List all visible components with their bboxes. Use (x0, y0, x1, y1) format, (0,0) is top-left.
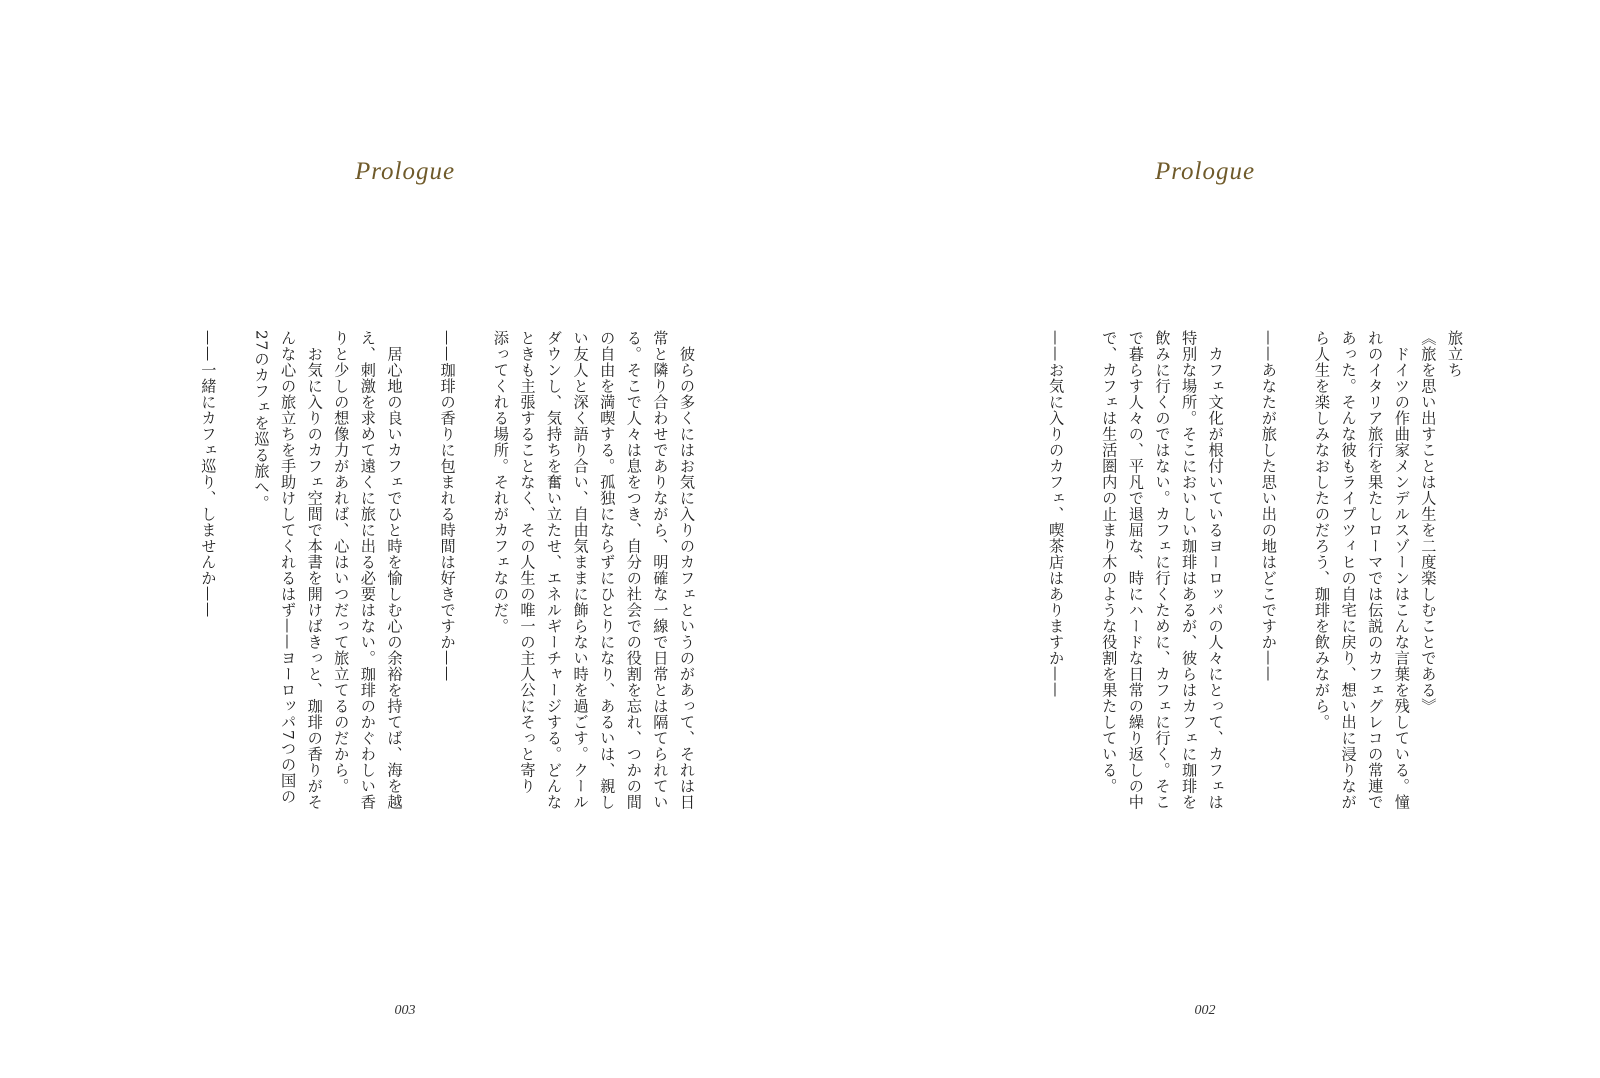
body-line: ドイツの作曲家メンデルスゾーンはこんな言葉を残している。憧 (1392, 330, 1411, 810)
paragraph-gap (1229, 330, 1256, 910)
body-line: あった。そんな彼もライプツィヒの自宅に戻り、想い出に浸りなが (1339, 330, 1358, 810)
body-line: で、カフェは生活圏内の止まり木のような役割を果たしている。 (1100, 330, 1119, 794)
body-line: りと少しの想像力があれば、心はいつだって旅立てるのだから。 (332, 330, 351, 794)
left-page-body (110, 330, 700, 910)
body-line: 飲みに行くのではない。カフェに行くために、カフェに行く。そこ (1153, 330, 1172, 810)
paragraph-gap (461, 330, 488, 910)
body-line: カフェ文化が根付いているヨーロッパの人々にとって、カフェは (1206, 330, 1225, 810)
body-line: れのイタリア旅行を果たしローマでは伝説のカフェグレコの常連で (1366, 330, 1385, 810)
body-line: ダウンし、気持ちを奮い立たせ、エネルギーチャージする。どんな (545, 330, 564, 810)
closing-question: ——お気に入りのカフェ、喫茶店はありますか—— (1047, 330, 1066, 698)
epigraph-quote: 《旅を思い出すことは人生を二度楽しむことである》 (1419, 330, 1438, 714)
right-page-body (928, 330, 1468, 910)
body-line: る。そこで人々は息をつき、自分の社会での役割を忘れ、つかの間 (624, 330, 643, 810)
closing-question: ——一緒にカフェ巡り、しませんか—— (199, 330, 218, 618)
left-page-number: 003 (394, 1003, 416, 1018)
body-line: 彼らの多くにはお気に入りのカフェというのがあって、それは日 (678, 330, 696, 810)
body-line: 特別な場所。そこにおいしい珈琲はあるが、彼らはカフェに珈琲を (1180, 330, 1199, 810)
paragraph-gap (1069, 330, 1096, 910)
body-line: で暮らす人々の、平凡で退屈な、時にハードな日常の繰り返しの中 (1126, 330, 1145, 810)
body-line: ときも主張することなく、その人生の唯一の主人公にそっと寄り (518, 330, 537, 794)
body-line: お気に入りのカフェ空間で本書を開けばきっと、珈琲の香りがそ (305, 330, 324, 810)
body-line: え、刺激を求めて遠くに旅に出る必要はない。珈琲のかぐわしい香 (358, 330, 377, 810)
body-line: の自由を満喫する。孤独にならずにひとりになり、あるいは、親し (598, 330, 617, 810)
right-page-title: Prologue (1154, 158, 1256, 185)
left-page-title: Prologue (354, 158, 456, 185)
body-line: 居心地の良いカフェでひと時を愉しむ心の余裕を持てば、海を越 (385, 330, 404, 810)
body-line: い友人と深く語り合い、自由気ままに飾らない時を過ごす。クール (571, 330, 590, 810)
body-line: ら人生を楽しみなおしたのだろう、珈琲を飲みながら。 (1313, 330, 1332, 730)
section-question: ——珈琲の香りに包まれる時間は好きですか—— (438, 330, 457, 682)
body-line: 27のカフェを巡る旅へ。 (252, 330, 271, 511)
right-page-number: 002 (1194, 1003, 1216, 1018)
body-line: 添ってくれる場所。それがカフェなのだ。 (491, 330, 510, 634)
paragraph-gap (1282, 330, 1309, 910)
right-page (800, 0, 1600, 1078)
paragraph-gap (407, 330, 434, 910)
body-line: 常と隣り合わせでありながら、明確な一線で日常とは隔てられてい (651, 330, 670, 810)
body-line: んな心の旅立ちを手助けしてくれるはず——ヨーロッパ7つの国の (279, 330, 298, 805)
chapter-heading: 旅立ち (1446, 330, 1464, 378)
paragraph-gap (221, 330, 248, 910)
section-question: ——あなたが旅した思い出の地はどこですか—— (1259, 330, 1278, 682)
